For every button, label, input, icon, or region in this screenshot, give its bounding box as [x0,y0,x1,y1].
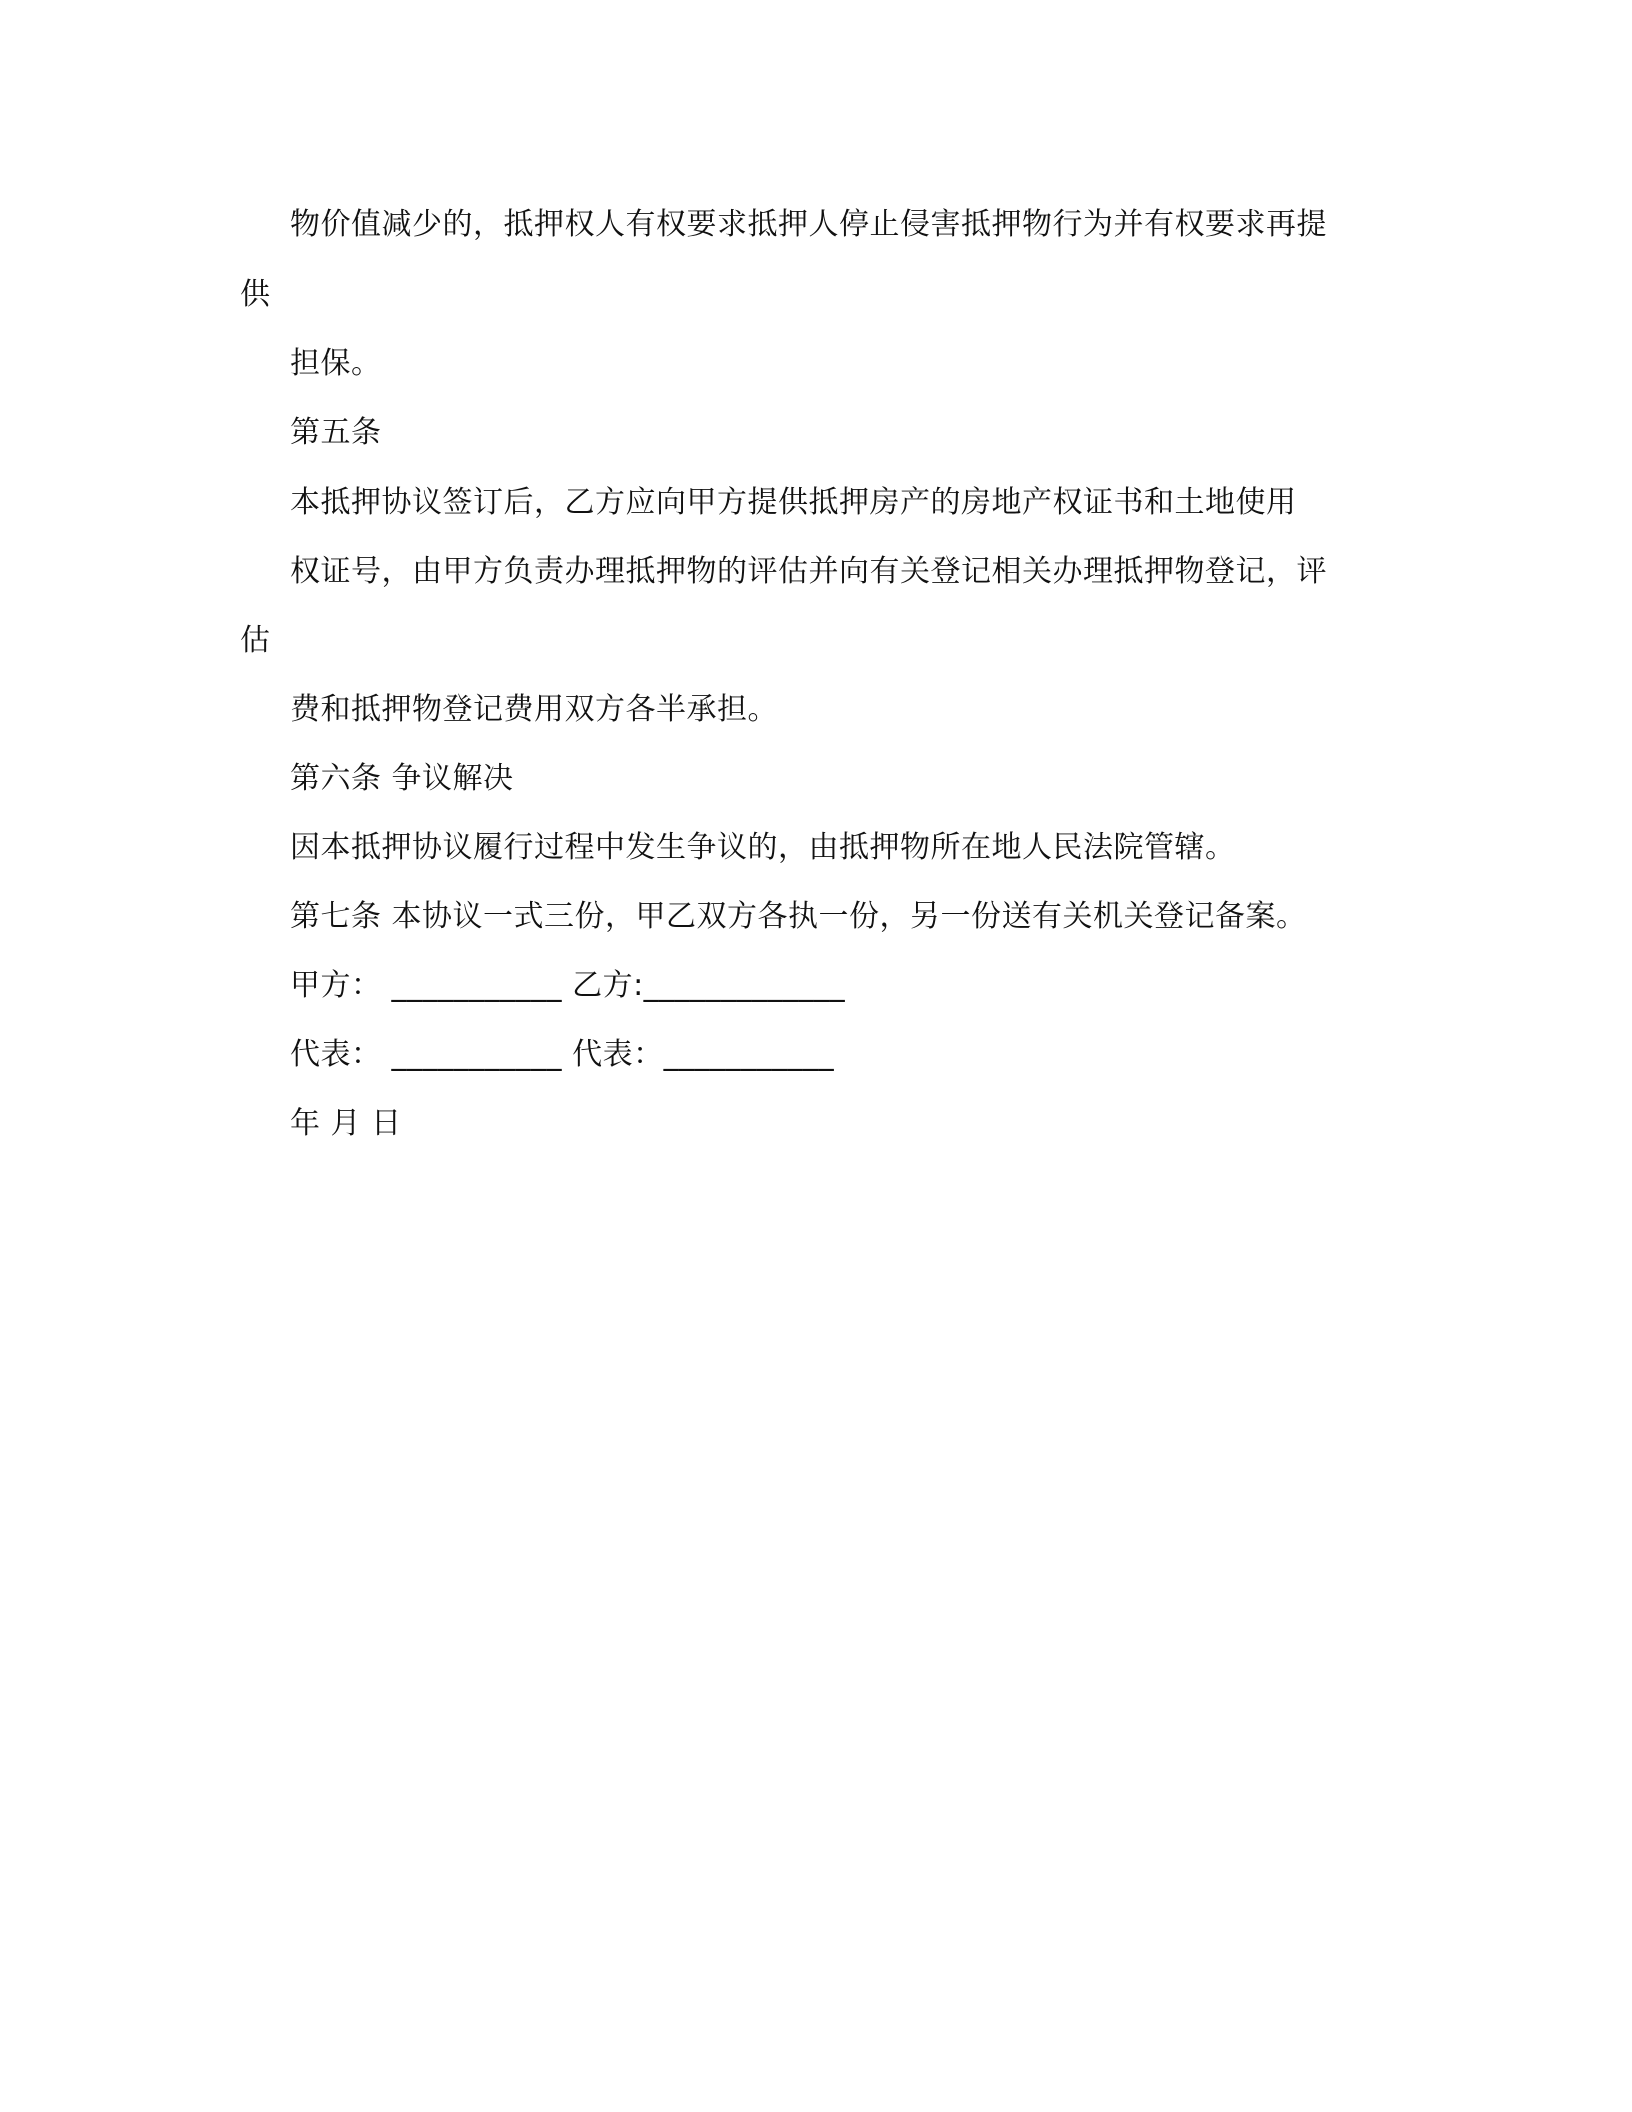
representative-signature-line: 代表： ___________ 代表：___________ [290,1037,835,1072]
clause-text-line: 费和抵押物登记费用双方各半承担。 [290,692,778,727]
clause-text-line: 本抵押协议签订后，乙方应向甲方提供抵押房产的房地产权证书和土地使用 [290,485,1297,520]
article-heading: 第六条 争议解决 [290,761,514,796]
clause-text-line: 物价值减少的，抵押权人有权要求抵押人停止侵害抵押物行为并有权要求再提 [290,207,1327,242]
clause-text-line: 估 [240,623,271,658]
party-signature-line: 甲方： ___________ 乙方:_____________ [290,968,846,1003]
article-heading: 第五条 [290,415,382,450]
clause-text-line: 权证号，由甲方负责办理抵押物的评估并向有关登记相关办理抵押物登记，评 [290,554,1327,589]
date-line: 年 月 日 [290,1106,402,1141]
clause-text-line: 担保。 [290,346,382,381]
clause-text-line: 第七条 本协议一式三份，甲乙双方各执一份，另一份送有关机关登记备案。 [290,899,1307,934]
clause-text-line: 因本抵押协议履行过程中发生争议的，由抵押物所在地人民法院管辖。 [290,830,1236,865]
clause-text-line: 供 [240,277,271,312]
